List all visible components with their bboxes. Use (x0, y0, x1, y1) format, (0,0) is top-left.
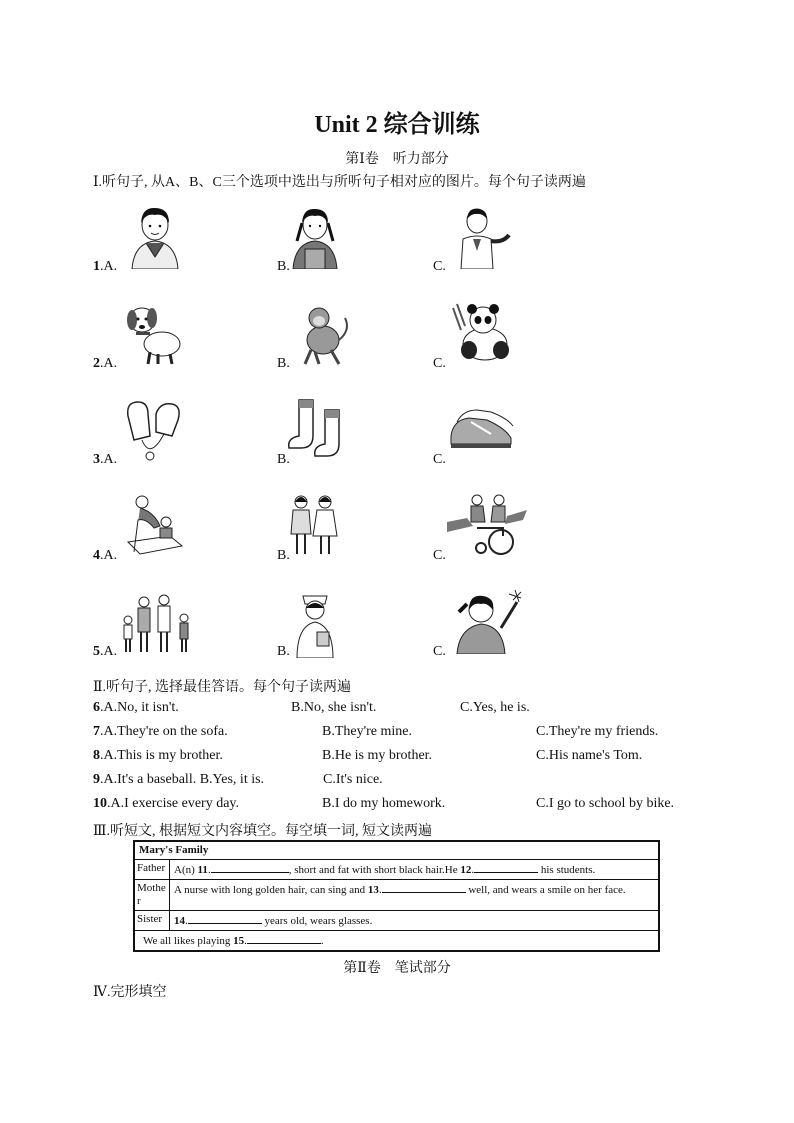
question-2-option-label: B. (277, 356, 290, 371)
answer-question-row (93, 748, 713, 768)
question-3-option-label: C. (433, 452, 446, 467)
question-5-option-label: C. (433, 644, 446, 659)
girl-icon[interactable] (120, 203, 190, 274)
answer-option[interactable]: 9.A.It's a baseball. B.Yes, it is. (93, 772, 265, 787)
question-1-option-label: C. (433, 259, 446, 274)
answer-question-row (93, 700, 713, 720)
row-label: Mothe r (134, 880, 170, 911)
blank-number: 14 (174, 915, 185, 927)
question-4-option-label: C. (433, 548, 446, 563)
fill-blank[interactable] (188, 913, 262, 924)
question-1-option-label: 1.A. (93, 259, 118, 274)
dog-icon[interactable] (120, 300, 190, 371)
question-number: 7 (93, 724, 100, 739)
panda-icon[interactable] (447, 300, 517, 371)
wheelchair-helping-icon[interactable] (447, 492, 527, 563)
answer-option[interactable]: B.He is my brother. (322, 748, 433, 763)
question-3-option-label: 3.A. (93, 452, 118, 467)
question-number: 3 (93, 452, 100, 467)
answer-option[interactable]: 7.A.They're on the sofa. (93, 724, 228, 739)
family-table (133, 840, 660, 952)
blank-number: 11 (197, 864, 208, 876)
question-3-option-label: B. (277, 452, 290, 467)
part-two-heading (0, 957, 794, 977)
answer-option[interactable]: B.No, she isn't. (291, 700, 377, 715)
two-girls-icon[interactable] (285, 492, 345, 563)
answer-question-row (93, 772, 713, 792)
mittens-icon[interactable] (120, 396, 190, 471)
answer-option[interactable]: 10.A.I exercise every day. (93, 796, 240, 811)
table-row (134, 931, 659, 952)
table-row (134, 880, 659, 911)
nurse-icon[interactable] (285, 588, 345, 663)
question-number: 2 (93, 356, 100, 371)
question-number: 10 (93, 796, 107, 811)
answer-option[interactable]: 8.A.This is my brother. (93, 748, 223, 763)
part-one-name: 听力部分 (392, 152, 449, 167)
section-one-instructions: Ⅰ.听句子, 从A、B、C三个选项中选出与所听句子相对应的图片。每个句子读两遍 (93, 175, 586, 190)
answer-option[interactable]: B.I do my homework. (322, 796, 446, 811)
part-one-heading (0, 148, 794, 168)
question-number: 1 (93, 259, 100, 274)
blank-number: 13 (367, 884, 379, 896)
question-4-option-label: 4.A. (93, 548, 118, 563)
fill-blank[interactable] (382, 882, 466, 893)
answer-option[interactable]: 6.A.No, it isn't. (93, 700, 179, 715)
fill-blank[interactable] (474, 862, 538, 873)
family-table-heading: Mary's Family (134, 841, 659, 860)
table-footer: We all likes playing 15. . (134, 931, 659, 952)
girl-with-pigtails-icon[interactable] (285, 203, 345, 274)
family-icon[interactable] (120, 588, 196, 659)
monkey-icon[interactable] (285, 300, 355, 371)
teacher-helping-student-icon[interactable] (120, 492, 190, 563)
section-two-instructions: Ⅱ.听句子, 选择最佳答语。每个句子读两遍 (93, 680, 352, 695)
row-label: Sister (134, 911, 170, 931)
question-4-option-label: B. (277, 548, 290, 563)
part-one-label: 第Ⅰ卷 (345, 152, 379, 167)
question-number: 5 (93, 644, 100, 659)
sneakers-icon[interactable] (447, 396, 517, 467)
answer-option[interactable]: C.I go to school by bike. (536, 796, 675, 811)
girl-with-sparkler-icon[interactable] (447, 588, 527, 659)
socks-icon[interactable] (285, 396, 355, 467)
answer-option[interactable]: C.Yes, he is. (460, 700, 530, 715)
table-row (134, 860, 659, 880)
fill-blank[interactable] (247, 933, 321, 944)
question-number: 4 (93, 548, 100, 563)
part-two-name: 笔试部分 (394, 961, 451, 976)
boy-waving-icon[interactable] (447, 203, 517, 274)
row-content: A(n) 11. , short and fat with short black hair.He 12. his students. (170, 860, 660, 880)
question-1-option-label: B. (277, 259, 290, 274)
page-title: Unit 2 综合训练 (314, 112, 480, 138)
answer-option[interactable]: B.They're mine. (322, 724, 412, 739)
question-number: 9 (93, 772, 100, 787)
question-number: 6 (93, 700, 100, 715)
answer-question-row (93, 724, 713, 744)
blank-number: 15 (233, 935, 245, 947)
question-5-option-label: 5.A. (93, 644, 118, 659)
answer-option[interactable]: C.It's nice. (323, 772, 383, 787)
row-content: A nurse with long golden hair, can sing and 13. well, and wears a smile on her face. (170, 880, 660, 911)
row-label: Father (134, 860, 170, 880)
question-5-option-label: B. (277, 644, 290, 659)
table-row (134, 911, 659, 931)
row-content: 14. years old, wears glasses. (170, 911, 660, 931)
part-two-label: 第Ⅱ卷 (343, 961, 381, 976)
section-four-heading: Ⅳ.完形填空 (93, 985, 167, 1000)
question-number: 8 (93, 748, 100, 763)
answer-option[interactable]: C.His name's Tom. (536, 748, 643, 763)
answer-option[interactable]: C.They're my friends. (536, 724, 659, 739)
section-three-instructions: Ⅲ.听短文, 根据短文内容填空。每空填一词, 短文读两遍 (93, 824, 432, 839)
blank-number: 12 (460, 864, 472, 876)
answer-question-row (93, 796, 713, 816)
fill-blank[interactable] (211, 862, 289, 873)
question-2-option-label: 2.A. (93, 356, 118, 371)
question-2-option-label: C. (433, 356, 446, 371)
